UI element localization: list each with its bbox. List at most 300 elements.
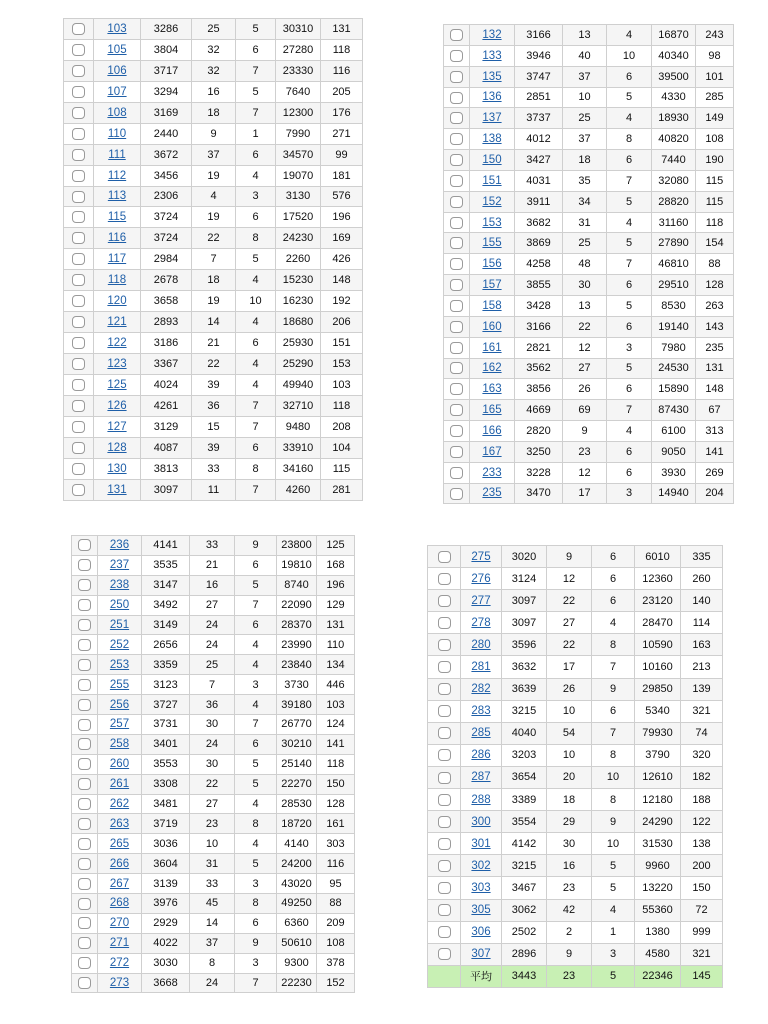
record-id-link[interactable]: 281 (471, 661, 491, 674)
row-checkbox[interactable] (438, 551, 451, 563)
row-checkbox[interactable] (450, 154, 463, 166)
row-checkbox[interactable] (78, 778, 91, 790)
row-checkbox[interactable] (438, 816, 451, 828)
row-select-cell (428, 855, 461, 877)
record-id-link[interactable]: 250 (109, 599, 130, 612)
table-row (428, 700, 723, 722)
value-cell: 17520 (276, 207, 321, 228)
row-select-cell (72, 854, 98, 874)
row-checkbox[interactable] (78, 898, 91, 910)
value-cell: 3130 (276, 186, 321, 207)
value-cell: 8740 (277, 575, 317, 595)
record-id-link[interactable]: 152 (482, 195, 502, 208)
row-checkbox[interactable] (450, 29, 463, 41)
row-checkbox[interactable] (450, 50, 463, 62)
id-cell (461, 678, 502, 700)
row-select-cell (64, 102, 94, 123)
row-checkbox[interactable] (78, 559, 91, 571)
row-checkbox[interactable] (72, 463, 85, 475)
value-cell: 25930 (276, 333, 321, 354)
value-cell: 36 (192, 395, 236, 416)
row-checkbox[interactable] (450, 342, 463, 354)
row-checkbox[interactable] (438, 904, 451, 916)
record-id-link[interactable]: 261 (109, 778, 130, 791)
record-id-link[interactable]: 253 (109, 658, 130, 671)
record-id-link[interactable]: 306 (471, 926, 491, 939)
record-id-link[interactable]: 260 (109, 758, 130, 771)
row-checkbox[interactable] (438, 794, 451, 806)
record-id-link[interactable]: 258 (109, 738, 130, 751)
value-cell: 131 (317, 615, 355, 635)
record-id-link[interactable]: 305 (471, 904, 491, 917)
record-id-link[interactable]: 115 (107, 211, 127, 224)
record-id-link[interactable]: 300 (471, 815, 491, 828)
row-checkbox[interactable] (78, 599, 91, 611)
table-row (444, 316, 734, 337)
record-id-link[interactable]: 303 (471, 881, 491, 894)
row-checkbox[interactable] (72, 379, 85, 391)
row-checkbox[interactable] (78, 798, 91, 810)
table-row (444, 379, 734, 400)
row-checkbox[interactable] (438, 838, 451, 850)
record-id-link[interactable]: 165 (482, 404, 502, 417)
id-cell (94, 186, 141, 207)
record-id-link[interactable]: 272 (109, 957, 130, 970)
table-row (444, 150, 734, 171)
value-cell: 13 (563, 25, 607, 46)
value-cell: 36 (190, 695, 235, 715)
record-id-link[interactable]: 155 (482, 237, 502, 250)
record-id-link[interactable]: 238 (109, 579, 130, 592)
row-checkbox[interactable] (78, 758, 91, 770)
value-cell: 3097 (502, 612, 547, 634)
record-id-link[interactable]: 151 (482, 174, 502, 187)
record-id-link[interactable]: 156 (482, 258, 502, 271)
row-checkbox[interactable] (72, 86, 85, 98)
id-cell (461, 546, 502, 568)
row-checkbox[interactable] (450, 92, 463, 104)
record-id-link[interactable]: 122 (107, 337, 127, 350)
table-row (72, 615, 355, 635)
row-checkbox[interactable] (438, 882, 451, 894)
row-checkbox[interactable] (78, 957, 91, 969)
row-select-cell (428, 943, 461, 965)
value-cell: 3604 (142, 854, 190, 874)
row-checkbox[interactable] (450, 488, 463, 500)
record-id-link[interactable]: 136 (482, 91, 502, 104)
record-id-link[interactable]: 302 (471, 859, 491, 872)
row-checkbox[interactable] (450, 71, 463, 83)
row-checkbox[interactable] (78, 719, 91, 731)
row-checkbox[interactable] (438, 772, 451, 784)
row-checkbox[interactable] (72, 316, 85, 328)
id-cell (470, 170, 515, 191)
record-id-link[interactable]: 123 (107, 357, 127, 370)
record-id-link[interactable]: 153 (482, 216, 502, 229)
row-checkbox[interactable] (438, 948, 451, 960)
row-select-cell (444, 337, 470, 358)
record-id-link[interactable]: 121 (107, 316, 127, 329)
record-id-link[interactable]: 282 (471, 683, 491, 696)
row-checkbox[interactable] (72, 358, 85, 370)
value-cell: 24 (190, 615, 235, 635)
id-cell (470, 212, 515, 233)
value-cell: 4 (236, 312, 276, 333)
row-select-cell (444, 170, 470, 191)
value-cell: 18 (192, 102, 236, 123)
record-id-link[interactable]: 271 (109, 937, 130, 950)
record-id-link[interactable]: 257 (109, 718, 130, 731)
value-cell: 6 (235, 615, 277, 635)
record-id-link[interactable]: 161 (482, 341, 502, 354)
record-id-link[interactable]: 111 (108, 148, 126, 161)
record-id-link[interactable]: 108 (107, 106, 127, 119)
value-cell: 3724 (141, 228, 192, 249)
value-cell: 25 (190, 655, 235, 675)
value-cell: 10 (592, 766, 635, 788)
value-cell: 22 (192, 228, 236, 249)
row-checkbox[interactable] (438, 639, 451, 651)
record-id-link[interactable]: 137 (482, 112, 502, 125)
table-row (64, 458, 363, 479)
table-row (428, 943, 723, 965)
record-id-link[interactable]: 128 (107, 441, 127, 454)
row-checkbox[interactable] (450, 258, 463, 270)
row-checkbox[interactable] (78, 977, 91, 989)
row-checkbox[interactable] (450, 425, 463, 437)
record-id-link[interactable]: 131 (107, 483, 127, 496)
row-checkbox[interactable] (72, 253, 85, 265)
row-checkbox[interactable] (78, 679, 91, 691)
value-cell: 3658 (141, 291, 192, 312)
row-checkbox[interactable] (438, 926, 451, 938)
record-id-link[interactable]: 270 (109, 917, 130, 930)
record-id-link[interactable]: 301 (471, 837, 491, 850)
record-id-link[interactable]: 266 (109, 857, 130, 870)
record-id-link[interactable]: 286 (471, 749, 491, 762)
value-cell: 12 (563, 337, 607, 358)
row-checkbox[interactable] (438, 595, 451, 607)
record-id-link[interactable]: 105 (107, 43, 127, 56)
value-cell: 446 (317, 675, 355, 695)
row-checkbox[interactable] (450, 196, 463, 208)
value-cell: 3401 (142, 734, 190, 754)
row-checkbox[interactable] (438, 573, 451, 585)
id-cell (98, 894, 142, 914)
table-row (444, 462, 734, 483)
record-id-link[interactable]: 256 (109, 698, 130, 711)
record-id-link[interactable]: 150 (482, 153, 502, 166)
record-id-link[interactable]: 233 (482, 466, 502, 479)
value-cell: 125 (317, 536, 355, 556)
value-cell: 4 (607, 25, 652, 46)
row-checkbox[interactable] (450, 404, 463, 416)
record-id-link[interactable]: 252 (109, 638, 130, 651)
id-cell (470, 87, 515, 108)
row-select-cell (428, 789, 461, 811)
id-cell (94, 207, 141, 228)
value-cell: 29 (547, 811, 592, 833)
row-checkbox[interactable] (72, 232, 85, 244)
row-checkbox[interactable] (450, 446, 463, 458)
record-id-link[interactable]: 166 (482, 424, 502, 437)
record-id-link[interactable]: 277 (471, 594, 491, 607)
record-id-link[interactable]: 267 (109, 877, 130, 890)
row-checkbox[interactable] (72, 295, 85, 307)
value-cell: 115 (321, 458, 363, 479)
record-id-link[interactable]: 268 (109, 897, 130, 910)
row-checkbox[interactable] (72, 421, 85, 433)
value-cell: 3737 (515, 108, 563, 129)
row-checkbox[interactable] (72, 484, 85, 496)
record-id-link[interactable]: 288 (471, 793, 491, 806)
row-checkbox[interactable] (450, 300, 463, 312)
data-table-4 (427, 545, 723, 988)
value-cell: 2440 (141, 123, 192, 144)
record-id-link[interactable]: 116 (107, 232, 127, 245)
value-cell: 7 (190, 675, 235, 695)
row-checkbox[interactable] (450, 279, 463, 291)
value-cell: 37 (563, 66, 607, 87)
row-checkbox[interactable] (72, 44, 85, 56)
value-cell: 181 (321, 165, 363, 186)
row-select-cell (64, 249, 94, 270)
row-checkbox[interactable] (72, 23, 85, 35)
record-id-link[interactable]: 162 (482, 362, 502, 375)
record-id-link[interactable]: 283 (471, 705, 491, 718)
value-cell: 6 (236, 333, 276, 354)
table-row (444, 400, 734, 421)
row-checkbox[interactable] (438, 617, 451, 629)
record-id-link[interactable]: 265 (109, 837, 130, 850)
row-select-cell (444, 233, 470, 254)
value-cell: 150 (317, 774, 355, 794)
value-cell: 50610 (277, 933, 317, 953)
record-id-link[interactable]: 158 (482, 299, 502, 312)
value-cell: 46810 (652, 254, 696, 275)
record-id-link[interactable]: 255 (109, 678, 130, 691)
value-cell: 116 (321, 60, 363, 81)
row-checkbox[interactable] (72, 211, 85, 223)
value-cell: 19 (192, 165, 236, 186)
row-checkbox[interactable] (78, 818, 91, 830)
value-cell: 3124 (502, 568, 547, 590)
row-checkbox[interactable] (438, 683, 451, 695)
row-checkbox[interactable] (72, 107, 85, 119)
row-checkbox[interactable] (450, 467, 463, 479)
row-checkbox[interactable] (72, 149, 85, 161)
value-cell: 32 (192, 60, 236, 81)
value-cell: 5 (607, 87, 652, 108)
value-cell: 3856 (515, 379, 563, 400)
data-table-3 (71, 535, 355, 993)
row-checkbox[interactable] (450, 383, 463, 395)
record-id-link[interactable]: 107 (107, 85, 127, 98)
row-checkbox[interactable] (78, 699, 91, 711)
row-checkbox[interactable] (78, 937, 91, 949)
row-select-cell (428, 656, 461, 678)
value-cell: 30 (190, 754, 235, 774)
value-cell: 14940 (652, 483, 696, 504)
row-checkbox[interactable] (450, 133, 463, 145)
record-id-link[interactable]: 103 (107, 22, 127, 35)
value-cell: 8 (235, 894, 277, 914)
table-row (444, 212, 734, 233)
row-select-cell (72, 754, 98, 774)
table-row (64, 333, 363, 354)
row-checkbox[interactable] (72, 170, 85, 182)
row-select-cell (64, 228, 94, 249)
row-checkbox[interactable] (450, 362, 463, 374)
record-id-link[interactable]: 251 (109, 619, 130, 631)
value-cell: 141 (696, 441, 734, 462)
value-cell: 40 (563, 45, 607, 66)
value-cell: 33 (190, 536, 235, 556)
value-cell: 20 (547, 766, 592, 788)
table-row (428, 678, 723, 700)
row-checkbox[interactable] (78, 539, 91, 551)
value-cell: 95 (317, 874, 355, 894)
record-id-link[interactable]: 117 (107, 253, 127, 266)
row-checkbox[interactable] (78, 579, 91, 591)
record-id-link[interactable]: 157 (482, 279, 502, 292)
value-cell: 10 (592, 833, 635, 855)
record-id-link[interactable]: 237 (109, 559, 130, 572)
record-id-link[interactable]: 163 (482, 383, 502, 396)
row-checkbox[interactable] (72, 65, 85, 77)
table-row (72, 575, 355, 595)
row-checkbox[interactable] (78, 738, 91, 750)
record-id-link[interactable]: 120 (107, 295, 127, 308)
record-id-link[interactable]: 135 (482, 70, 502, 83)
value-cell: 6 (607, 462, 652, 483)
record-id-link[interactable]: 235 (482, 487, 502, 500)
value-cell: 21 (192, 333, 236, 354)
record-id-link[interactable]: 113 (107, 190, 127, 203)
value-cell: 10 (547, 700, 592, 722)
value-cell: 3481 (142, 794, 190, 814)
record-id-link[interactable]: 280 (471, 638, 491, 651)
id-cell (461, 656, 502, 678)
value-cell: 22230 (277, 973, 317, 993)
record-id-link[interactable]: 275 (471, 550, 491, 563)
row-checkbox[interactable] (450, 112, 463, 124)
row-checkbox[interactable] (78, 838, 91, 850)
record-id-link[interactable]: 132 (482, 28, 502, 41)
id-cell (98, 774, 142, 794)
row-checkbox[interactable] (78, 619, 91, 631)
value-cell: 128 (696, 275, 734, 296)
table-row (428, 833, 723, 855)
value-cell: 3166 (515, 316, 563, 337)
row-checkbox[interactable] (438, 749, 451, 761)
value-cell: 27 (563, 358, 607, 379)
record-id-link[interactable]: 130 (107, 462, 127, 475)
row-checkbox[interactable] (450, 237, 463, 249)
row-checkbox[interactable] (78, 878, 91, 890)
record-id-link[interactable]: 287 (471, 771, 491, 784)
value-cell: 5 (235, 774, 277, 794)
row-select-cell (428, 590, 461, 612)
row-checkbox[interactable] (450, 217, 463, 229)
row-checkbox[interactable] (450, 175, 463, 187)
record-id-link[interactable]: 126 (107, 399, 127, 412)
id-cell (98, 794, 142, 814)
row-checkbox[interactable] (438, 705, 451, 717)
record-id-link[interactable]: 273 (109, 977, 130, 990)
average-value: 22346 (635, 965, 681, 987)
record-id-link[interactable]: 138 (482, 133, 502, 146)
record-id-link[interactable]: 263 (109, 817, 130, 830)
id-cell (461, 700, 502, 722)
value-cell: 4 (592, 899, 635, 921)
row-checkbox[interactable] (450, 321, 463, 333)
row-checkbox[interactable] (438, 860, 451, 872)
record-id-link[interactable]: 112 (107, 169, 127, 182)
id-cell (98, 973, 142, 993)
id-cell (461, 766, 502, 788)
row-checkbox[interactable] (72, 442, 85, 454)
record-id-link[interactable]: 262 (109, 798, 130, 811)
id-cell (98, 913, 142, 933)
row-checkbox[interactable] (72, 337, 85, 349)
record-id-link[interactable]: 118 (107, 274, 127, 287)
row-select-cell (72, 874, 98, 894)
table-row (428, 634, 723, 656)
id-cell (98, 615, 142, 635)
value-cell: 3 (235, 953, 277, 973)
record-id-link[interactable]: 276 (471, 572, 491, 585)
record-id-link[interactable]: 278 (471, 616, 491, 629)
record-id-link[interactable]: 127 (107, 420, 127, 433)
record-id-link[interactable]: 167 (482, 445, 502, 458)
row-checkbox[interactable] (72, 128, 85, 140)
row-checkbox[interactable] (438, 727, 451, 739)
value-cell: 209 (317, 913, 355, 933)
value-cell: 269 (696, 462, 734, 483)
record-id-link[interactable]: 106 (107, 64, 127, 77)
value-cell: 28370 (277, 615, 317, 635)
row-checkbox[interactable] (72, 191, 85, 203)
id-cell (470, 441, 515, 462)
row-select-cell (72, 933, 98, 953)
record-id-link[interactable]: 110 (107, 127, 127, 140)
row-checkbox[interactable] (78, 917, 91, 929)
value-cell: 8 (607, 129, 652, 150)
row-select-cell (428, 921, 461, 943)
record-id-link[interactable]: 133 (482, 49, 502, 62)
value-cell: 3668 (142, 973, 190, 993)
value-cell: 4 (236, 270, 276, 291)
value-cell: 13 (563, 295, 607, 316)
record-id-link[interactable]: 236 (109, 539, 130, 552)
value-cell: 1 (236, 123, 276, 144)
row-checkbox[interactable] (78, 659, 91, 671)
row-checkbox[interactable] (78, 639, 91, 651)
row-checkbox[interactable] (78, 858, 91, 870)
value-cell: 33 (192, 458, 236, 479)
row-checkbox[interactable] (72, 274, 85, 286)
record-id-link[interactable]: 125 (107, 378, 127, 391)
row-select-cell (428, 766, 461, 788)
record-id-link[interactable]: 285 (471, 727, 491, 740)
table-row (72, 953, 355, 973)
row-checkbox[interactable] (438, 661, 451, 673)
record-id-link[interactable]: 307 (471, 948, 491, 961)
row-checkbox[interactable] (72, 400, 85, 412)
record-id-link[interactable]: 160 (482, 320, 502, 333)
value-cell: 9 (547, 943, 592, 965)
